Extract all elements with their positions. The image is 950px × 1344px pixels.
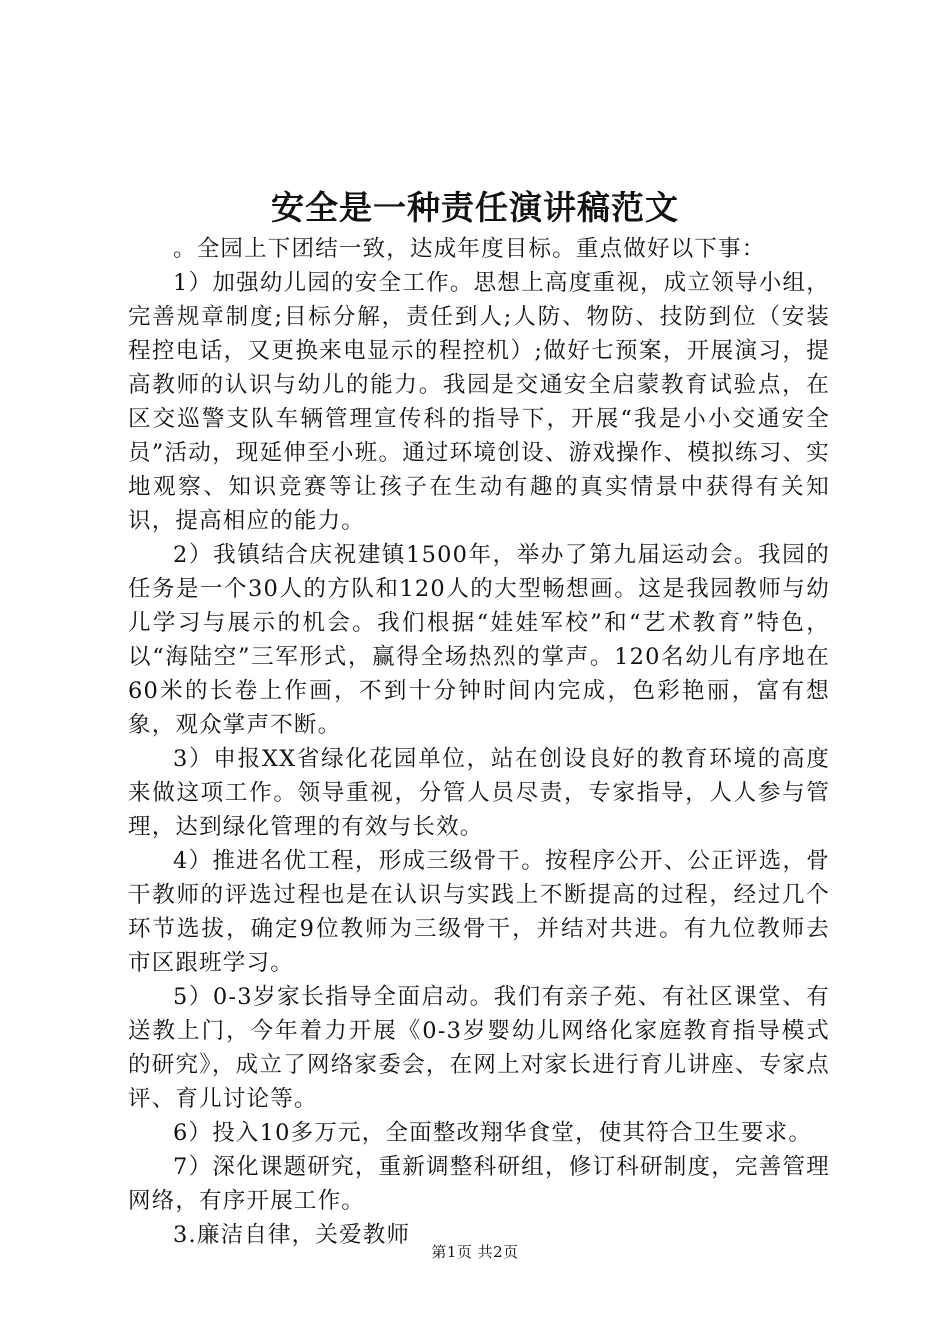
body-paragraph: 3）申报XX省绿化花园单位，站在创设良好的教育环境的高度来做这项工作。领导重视，分管人员尽责，专家指导，人人参与管理，达到绿化管理的有效与长效。 [128, 746, 830, 840]
body-paragraph: 7）深化课题研究，重新调整科研组，修订科研制度，完善管理网络，有序开展工作。 [128, 1154, 830, 1214]
body-paragraph: 6）投入10多万元，全面整改翔华食堂，使其符合卫生要求。 [173, 1120, 813, 1146]
body-paragraph: 2）我镇结合庆祝建镇1500年，举办了第九届运动会。我园的任务是一个30人的方队和120人的大型畅想画。这是我园教师与幼儿学习与展示的机会。我们根据“娃娃军校”和“艺术教育”特色，以“海陆空”三军形式，赢得全场热烈的掌声。120名幼儿有序地在60米的长卷上作画，不到十分钟时间内完成，色彩艳丽，富有想象，观众掌声不断。 [128, 542, 830, 738]
document-title: 安全是一种责任演讲稿范文 [271, 188, 679, 227]
body-paragraph: 3.廉洁自律，关爱教师 [173, 1222, 411, 1248]
body-paragraph: 4）推进名优工程，形成三级骨干。按程序公开、公正评选，骨干教师的评选过程也是在认识与实践上不断提高的过程，经过几个环节选拔，确定9位教师为三级骨干，并结对共进。有九位教师去市区跟班学习。 [128, 848, 830, 976]
document-body [128, 232, 830, 1252]
body-paragraph: 。全园上下团结一致，达成年度目标。重点做好以下事： [173, 236, 766, 262]
page-footer: 第1页 共2页 [431, 1243, 519, 1261]
body-paragraph: 5）0-3岁家长指导全面启动。我们有亲子苑、有社区课堂、有送教上门，今年着力开展《0-3岁婴幼儿网络化家庭教育指导模式的研究》，成立了网络家委会，在网上对家长进行育儿讲座、专家点评、育儿讨论等。 [128, 984, 830, 1112]
body-paragraph: 1）加强幼儿园的安全工作。思想上高度重视，成立领导小组，完善规章制度;目标分解，责任到人;人防、物防、技防到位（安装程控电话，又更换来电显示的程控机）;做好七预案，开展演习，提高教师的认识与幼儿的能力。我园是交通安全启蒙教育试验点，在区交巡警支队车辆管理宣传科的指导下，开展“我是小小交通安全员”活动，现延伸至小班。通过环境创设、游戏操作、模拟练习、实地观察、知识竞赛等让孩子在生动有趣的真实情景中获得有关知识，提高相应的能力。 [128, 270, 830, 534]
